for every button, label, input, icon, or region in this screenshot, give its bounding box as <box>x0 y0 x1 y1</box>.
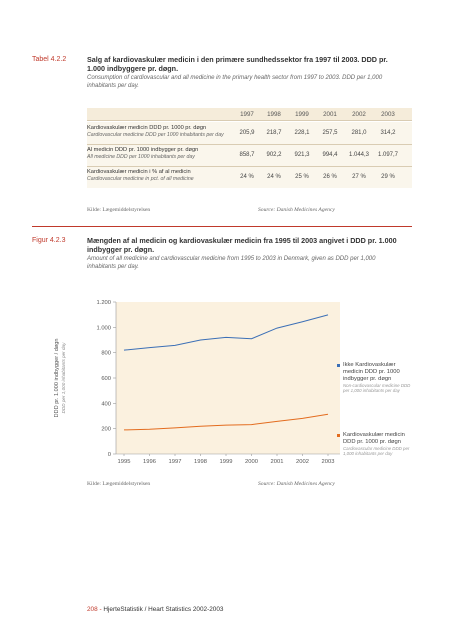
table-cell: 257,5 <box>322 130 338 136</box>
table-subtitle: Consumption of cardiovascular and all medicine in the primary health sector from 1997 to 2003. DDD per 1,000 inhabitants per day. <box>87 75 383 89</box>
x-tick-label: 2003 <box>321 459 335 465</box>
table-year-header: 1998 <box>267 111 281 118</box>
y-tick-label: 800 <box>101 350 111 357</box>
table-cell: 24 % <box>267 174 281 180</box>
table-year-header: 2003 <box>381 111 395 118</box>
table-year-header: 1999 <box>295 111 309 118</box>
figure-label: Figur 4.2.3 <box>32 237 66 244</box>
table-row-label: Al medicin DDD pr. 1000 indbygger pr. døgn All medicine DDD per 1000 inhabitants per day <box>87 147 199 160</box>
footer-title: HjerteStatistik / Heart Statistics 2002-2003 <box>103 606 224 613</box>
figure-subtitle: Amount of all medicine and cardiovascular medicine from 1995 to 2003 in Denmark, given as DDD per 1,000 inhabitants per day. <box>87 256 376 270</box>
figure-title: Mængden af al medicin og kardiovaskulær medicin fra 1995 til 2003 angivet i DDD pr. 1.000 indbygger pr. døgn. <box>87 236 397 254</box>
x-tick-label: 1997 <box>168 459 182 465</box>
footer-separator: - <box>99 606 102 613</box>
table-row-label: Kardiovaskulær medicin i % af al medicin Cardiovascular medicine in pct. of all medicine <box>87 169 194 182</box>
x-tick-label: 1996 <box>143 459 156 465</box>
table-cell: 858,7 <box>239 152 255 158</box>
table-cell: 921,3 <box>294 152 310 158</box>
y-tick-label: 400 <box>101 401 111 408</box>
table-cell: 994,4 <box>322 152 338 158</box>
table-year-header: 1997 <box>240 111 254 118</box>
table-cell: 228,1 <box>294 130 310 136</box>
legend-marker <box>337 434 340 437</box>
y-axis-label: DDD pr. 1.000 indbygger / døgn <box>54 338 60 418</box>
figure-source-en: Source: Danish Medicines Agency <box>258 481 335 487</box>
table-source-da: Kilde: Lægemiddelstyrelsen <box>87 207 151 213</box>
legend-item-noncardio <box>343 362 413 393</box>
table-cell: 1.044,3 <box>348 152 370 158</box>
table-label: Tabel 4.2.2 <box>32 56 67 63</box>
legend-label: Kardiovaskulær medicin DDD pr. 1000 pr. døgn <box>343 432 405 445</box>
table-divider <box>87 120 412 121</box>
legend-label-en: Non-cardiovascular medicine DDD per 1,000 inhabitants per day <box>343 383 411 393</box>
plot-area <box>116 302 340 454</box>
table-cell: 314,2 <box>380 130 396 136</box>
table-row-divider <box>87 166 412 167</box>
legend-marker <box>337 364 340 367</box>
legend-label-en: Cardiovascular medicine DDD per 1,000 inhabitants per day <box>343 446 410 456</box>
table-cell: 25 % <box>295 174 309 180</box>
legend-item-cardio <box>343 432 413 456</box>
x-tick-label: 1999 <box>219 459 233 465</box>
y-tick-label: 600 <box>101 376 111 382</box>
table-cell: 281,0 <box>351 130 367 136</box>
table-row-divider <box>87 144 412 145</box>
table-cell: 24 % <box>240 174 254 180</box>
table-cell: 218,7 <box>266 130 282 136</box>
table-year-header: 2001 <box>323 111 337 118</box>
x-tick-label: 2000 <box>245 459 258 465</box>
x-tick-label: 2002 <box>296 459 309 465</box>
page-footer <box>87 606 223 613</box>
section-divider <box>32 226 412 227</box>
table-cell: 205,9 <box>239 130 255 136</box>
table-row-label: Kardiovaskulær medicin DDD pr. 1000 pr. døgn Cardiovascular medicine DDD per 1000 inhabitants per day <box>87 125 224 138</box>
table-cell: 29 % <box>381 174 395 180</box>
figure-source-da: Kilde: Lægemiddelstyrelsen <box>87 481 151 487</box>
table-source-en: Source: Danish Medicines Agency <box>258 207 335 213</box>
y-tick-label: 1.200 <box>96 300 111 306</box>
x-tick-label: 1998 <box>194 459 207 465</box>
table-cell: 902,2 <box>266 152 282 158</box>
page-number: 208 <box>87 606 98 613</box>
table-cell: 1.097,7 <box>377 152 399 158</box>
y-axis-label-en: DDD per 1,000 inhabitants per day <box>61 342 66 414</box>
table-cell: 27 % <box>352 174 366 180</box>
y-tick-label: 0 <box>107 452 111 458</box>
y-tick-label: 200 <box>101 426 111 433</box>
table-year-header: 2002 <box>352 111 366 118</box>
x-tick-label: 2001 <box>270 459 284 465</box>
x-tick-label: 1995 <box>117 459 131 465</box>
table-cell: 26 % <box>323 174 337 180</box>
y-tick-label: 1.000 <box>96 325 111 332</box>
legend-label: Ikke Kardiovaskulær medicin DDD pr. 1000 indbygger pr. døgn <box>343 362 400 382</box>
table-title: Salg af kardiovaskulær medicin i den primære sundhedssektor fra 1997 til 2003. DDD pr. 1.000 indbyggere pr. døgn. <box>87 55 388 73</box>
